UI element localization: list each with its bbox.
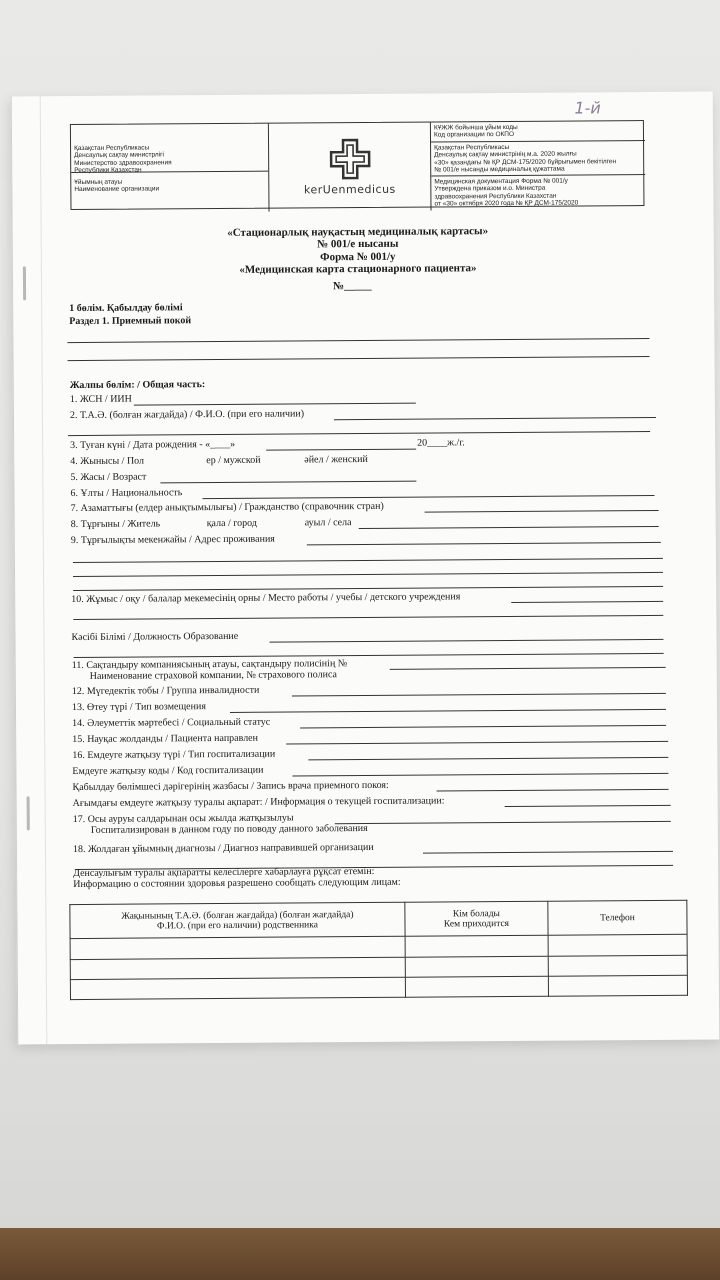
field-age: 5. Жасы / Возраст bbox=[70, 471, 147, 484]
field-rehospitalization-ru: Госпитализирован в данном году по поводу данного заболевания bbox=[90, 822, 368, 836]
field-workplace: 10. Жұмыс / оқу / балалар мекемесінің орны / Место работы / учебы / детского учреждения bbox=[71, 591, 461, 606]
logo-text: kerUenmedicus bbox=[303, 183, 396, 197]
header-left bbox=[71, 124, 270, 213]
table-cell[interactable] bbox=[405, 976, 548, 997]
field-gender: 4. Жынысы / Пол bbox=[70, 455, 145, 468]
header-right bbox=[431, 121, 646, 210]
ministry-ru-line1: Министерство здравоохранения bbox=[74, 159, 172, 167]
column-header-phone bbox=[548, 900, 687, 935]
rehospitalization-input-line[interactable] bbox=[335, 821, 671, 824]
relatives-contacts-table bbox=[69, 900, 688, 1000]
column-header-relation-kz: Кім болады bbox=[452, 908, 500, 920]
org-name-label-kz: Ұйымның атауы bbox=[74, 178, 123, 187]
gender-male-option[interactable]: ер / мужской bbox=[206, 454, 261, 467]
table-cell[interactable] bbox=[548, 975, 687, 996]
column-header-relative-name bbox=[70, 902, 405, 939]
field-referred: 15. Науқас жолданды / Пациента направлен bbox=[72, 732, 259, 746]
iin-input-line[interactable] bbox=[134, 403, 416, 406]
form-title bbox=[71, 224, 645, 278]
okpo-label-ru: Код организации по ОКПО bbox=[433, 131, 515, 139]
current-info-input-line[interactable] bbox=[505, 805, 671, 807]
ministry-kz-line1: Қазақстан Республикасы bbox=[74, 144, 150, 153]
referred-input-line[interactable] bbox=[286, 741, 668, 745]
table-cell[interactable] bbox=[70, 937, 405, 960]
medical-form-page bbox=[11, 92, 720, 1045]
approved-ru-line2: Утверждена приказом и.о. Министра bbox=[434, 185, 546, 193]
table-row bbox=[70, 975, 687, 1000]
column-header-relation bbox=[405, 901, 548, 936]
field-rehospitalization: 17. Осы ауруы салдарынан осы жылда жатқызылуы bbox=[72, 812, 294, 826]
resident-village-option[interactable]: ауыл / села bbox=[304, 517, 352, 529]
column-header-relative-name-ru: Ф.И.О. (при его наличии) родственника bbox=[157, 920, 318, 932]
blank-line bbox=[67, 338, 649, 343]
field-profession: Кәсібі Білімі / Должность Образование bbox=[71, 630, 239, 644]
consent-ru: Информацию о состоянии здоровья разрешено сообщать следующим лицам: bbox=[73, 876, 401, 891]
field-resident: 8. Тұрғыны / Житель bbox=[70, 518, 161, 531]
gender-female-option[interactable]: әйел / женский bbox=[304, 453, 368, 466]
field-doctor-record: Қабылдау бөлімшесі дәрігерінің жазбасы / Запись врача приемного покоя: bbox=[72, 779, 389, 794]
field-fio: 2. Т.А.Ә. (болған жағдайда) / Ф.И.О. (при его наличии) bbox=[69, 408, 305, 422]
column-header-relation-ru: Кем приходится bbox=[443, 918, 510, 930]
section-heading bbox=[69, 301, 191, 328]
section-heading-ru: Раздел 1. Приемный покой bbox=[69, 315, 192, 328]
field-iin: 1. ЖСН / ИИН bbox=[69, 393, 132, 406]
field-birthdate-year: 20____ж./г. bbox=[417, 437, 465, 449]
title-line4: «Медицинская карта стационарного пациента» bbox=[239, 262, 477, 277]
field-hospitalization-code: Емдеуге жатқызу коды / Код госпитализации bbox=[72, 764, 264, 778]
approved-ru-line4: от «30» октября 2020 года № ҚР ДСМ-175/2020 bbox=[434, 199, 579, 208]
table-cell[interactable] bbox=[548, 955, 687, 976]
org-name-block bbox=[71, 172, 268, 196]
column-header-relative-name-kz: Жақынының Т.А.Ә. (болған жағдайда) (болған жағдайда) bbox=[121, 909, 354, 922]
resident-input-line[interactable] bbox=[359, 526, 659, 529]
section-heading-kz: 1 бөлім. Қабылдау бөлімі bbox=[69, 302, 183, 315]
table-cell[interactable] bbox=[548, 935, 687, 956]
referral-diagnosis-input-line[interactable] bbox=[423, 851, 673, 854]
nationality-input-line[interactable] bbox=[203, 495, 655, 499]
age-input-line[interactable] bbox=[160, 481, 416, 484]
profession-input-line-2[interactable] bbox=[74, 653, 664, 658]
address-input-line-2[interactable] bbox=[73, 558, 663, 563]
field-current-info: Ағымдағы емдеуге жатқызу туралы ақпарат: / Информация о текущей госпитализации: bbox=[72, 795, 445, 810]
citizenship-input-line[interactable] bbox=[425, 510, 659, 513]
medical-cross-logo-icon bbox=[327, 137, 371, 181]
table-surface bbox=[0, 1228, 720, 1280]
okpo-block bbox=[431, 121, 645, 142]
page-fold bbox=[40, 96, 48, 1044]
table-cell[interactable] bbox=[70, 957, 405, 980]
disability-input-line[interactable] bbox=[292, 693, 666, 697]
field-birthdate: 3. Туған күні / Дата рождения - «____» bbox=[70, 438, 236, 452]
workplace-input-line-2[interactable] bbox=[73, 615, 663, 620]
insurance-input-line[interactable] bbox=[390, 667, 666, 670]
approved-kz-line3: «30» қазандағы № ҚР ДСМ-175/2020 бұйрығымен бекітілген bbox=[434, 158, 617, 167]
field-reimbursement: 13. Өтеу түрі / Тип возмещения bbox=[71, 701, 206, 714]
field-insurance-ru: Наименование страховой компании, № страхового полиса bbox=[89, 669, 338, 682]
hospitalization-type-input-line[interactable] bbox=[308, 757, 668, 761]
resident-city-option[interactable]: қала / город bbox=[206, 517, 257, 530]
general-heading: Жалпы бөлім: / Общая часть: bbox=[69, 379, 206, 392]
doctor-record-input-line[interactable] bbox=[437, 789, 669, 792]
address-input-line-4[interactable] bbox=[73, 586, 663, 591]
workplace-input-line[interactable] bbox=[511, 601, 663, 603]
approved-kz-block bbox=[431, 141, 645, 176]
field-insurance: 11. Сақтандыру компаниясының атауы, сақтандыру полисінің № bbox=[71, 658, 348, 672]
fio-input-line[interactable] bbox=[334, 417, 656, 420]
approved-ru-line1: Медицинская документация Форма № 001/у bbox=[434, 177, 568, 186]
profession-input-line[interactable] bbox=[270, 639, 664, 643]
title-line2: № 001/е нысаны bbox=[317, 238, 399, 251]
table-cell[interactable] bbox=[70, 977, 405, 1000]
field-hospitalization-type: 16. Емдеуге жатқызу түрі / Тип госпитализации bbox=[72, 748, 276, 762]
field-nationality: 6. Ұлты / Национальность bbox=[70, 487, 183, 500]
header-table bbox=[70, 120, 645, 210]
staple bbox=[23, 266, 26, 300]
table-cell[interactable] bbox=[405, 936, 548, 957]
ministry-ru-line2: Республики Казахстан bbox=[74, 166, 142, 175]
handwritten-note: 1-й bbox=[574, 98, 601, 118]
logo-block bbox=[269, 123, 432, 212]
field-social-status: 14. Әлеуметтік мәртебесі / Социальный статус bbox=[72, 716, 271, 730]
staple bbox=[27, 796, 30, 830]
fio-input-line-2[interactable] bbox=[68, 431, 650, 436]
approved-kz-line2: Денсаулық сақтау министрінің м.а. 2020 жылғы bbox=[434, 150, 577, 159]
birthdate-input-line[interactable] bbox=[266, 449, 416, 451]
reimbursement-input-line[interactable] bbox=[230, 709, 666, 713]
table-header-row bbox=[70, 900, 687, 939]
approved-kz-line1: Қазақстан Республикасы bbox=[434, 143, 510, 152]
address-input-line-3[interactable] bbox=[73, 572, 663, 577]
column-header-phone-label: Телефон bbox=[600, 912, 635, 924]
ministry-block bbox=[71, 124, 268, 173]
field-referral-diagnosis: 18. Жолдаған ұйымның диагнозы / Диагноз направившей организации bbox=[72, 841, 374, 856]
consent-text bbox=[73, 866, 401, 890]
field-citizenship: 7. Азаматтығы (елдер анықтымылығы) / Гражданство (справочник стран) bbox=[70, 500, 384, 515]
approved-ru-line3: здравоохранения Республики Казахстан bbox=[434, 192, 557, 201]
hospitalization-code-input-line[interactable] bbox=[292, 773, 668, 777]
org-name-label-ru: Наименование организации bbox=[74, 185, 160, 194]
field-address: 9. Тұрғылықты мекенжайы / Адрес проживания bbox=[70, 533, 275, 547]
title-line1: «Стационарлық науқастың медициналық картасы» bbox=[227, 225, 489, 239]
blank-line bbox=[68, 356, 650, 361]
approved-ru-block bbox=[431, 175, 645, 210]
title-line3: Форма № 001/у bbox=[320, 250, 396, 264]
approved-kz-line4: № 001/е нысанды медициналық құжаттама bbox=[434, 165, 565, 174]
table-cell[interactable] bbox=[405, 956, 548, 977]
ministry-kz-line2: Денсаулық сақтау министрлігі bbox=[74, 151, 164, 160]
social-status-input-line[interactable] bbox=[300, 725, 666, 729]
consent-kz: Денсаулығым туралы ақпаратты келесілерге хабарлауға рұқсат етемін: bbox=[73, 865, 375, 880]
address-input-line[interactable] bbox=[307, 542, 661, 545]
okpo-label-kz: КҰЖЖ бойынша ұйым коды bbox=[433, 123, 518, 132]
form-number: №_____ bbox=[332, 279, 372, 293]
field-disability: 12. Мүгедектік тобы / Группа инвалидности bbox=[71, 684, 260, 698]
